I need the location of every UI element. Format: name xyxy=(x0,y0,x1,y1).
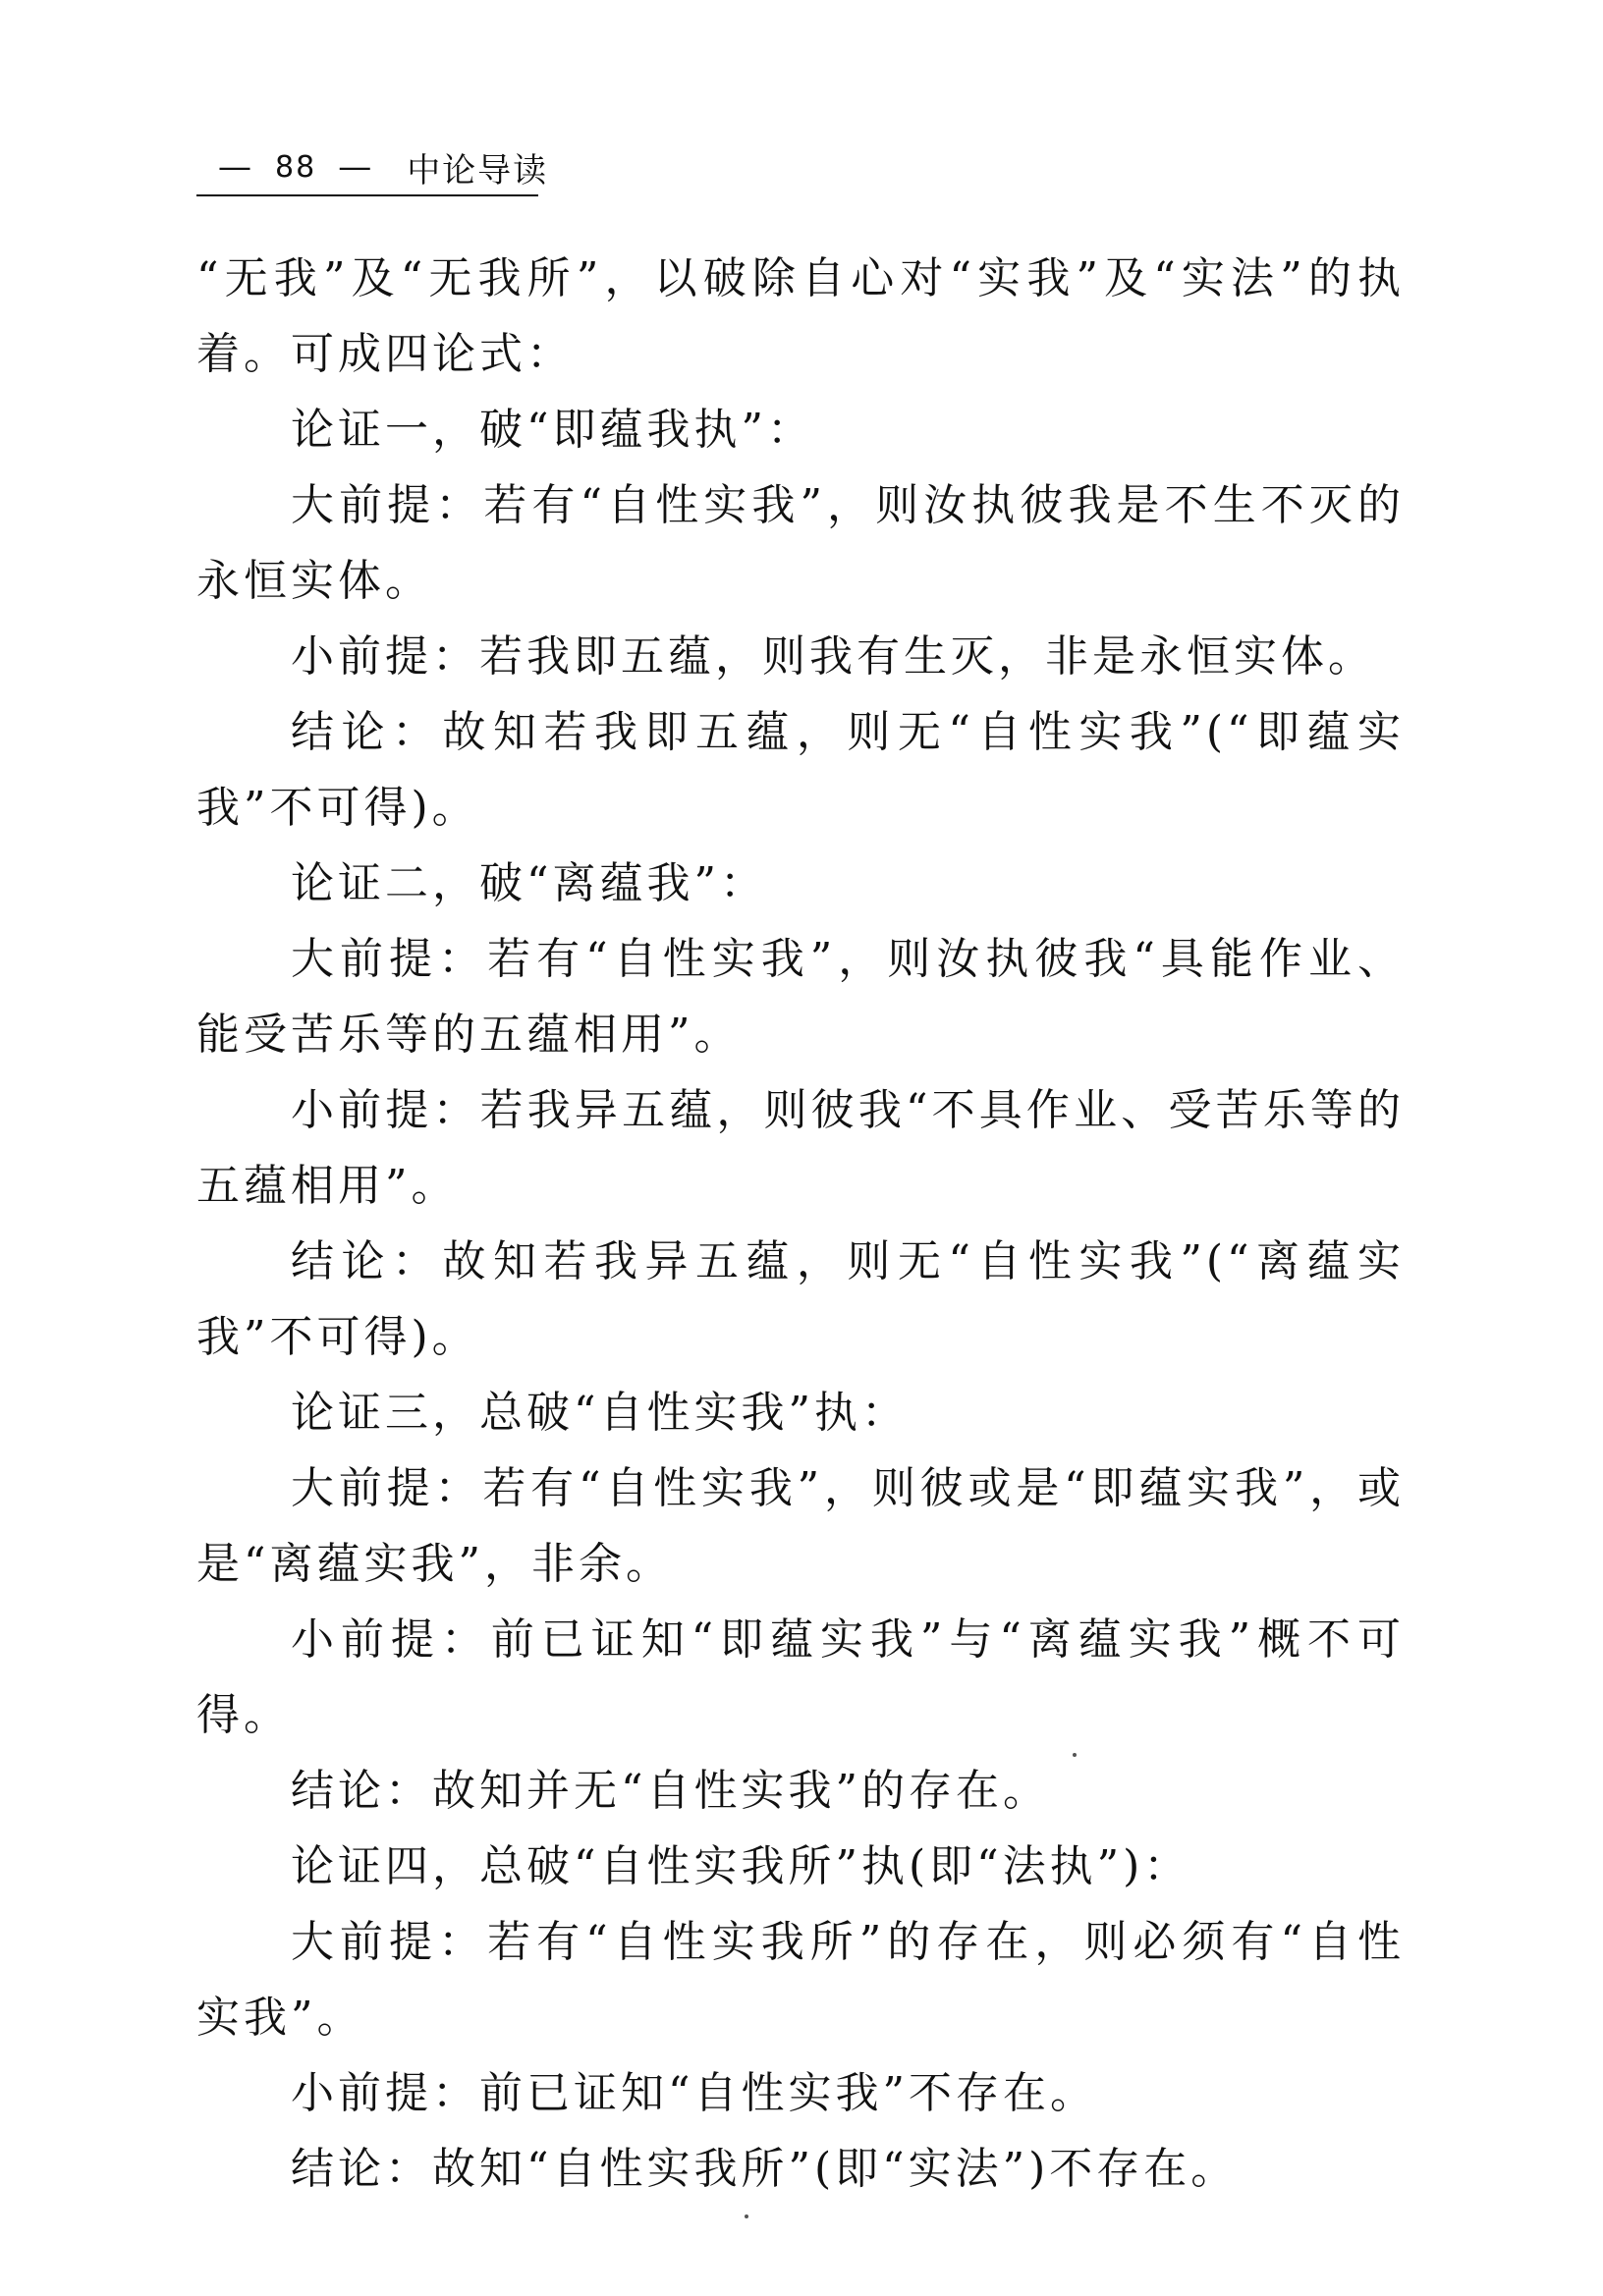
paragraph: 大前提：若有“自性实我”，则汝执彼我“具能作业、能受苦乐等的五蕴相用”。 xyxy=(196,934,1405,1060)
paragraph: 论证一，破“即蕴我执”： xyxy=(291,405,814,455)
paragraph: 结论：故知“自性实我所”(即“实法”)不存在。 xyxy=(291,2144,1239,2194)
page-number: 88 xyxy=(275,149,317,185)
paragraph: 大前提：若有“自性实我所”的存在，则必须有“自性实我”。 xyxy=(196,1917,1405,2043)
paragraph: 小前提：前已证知“自性实我”不存在。 xyxy=(291,2068,1097,2118)
paragraph: 小前提：若我异五蕴，则彼我“不具作业、受苦乐等的五蕴相用”。 xyxy=(196,1085,1405,1211)
paragraph: 论证四，总破“自性实我所”执(即“法执”)： xyxy=(291,1841,1191,1891)
header-dash-right: — xyxy=(338,147,374,187)
paragraph: 小前提：若我即五蕴，则我有生灭，非是永恒实体。 xyxy=(291,631,1375,682)
scan-speck xyxy=(1073,1753,1077,1757)
body-text xyxy=(196,241,1405,2207)
book-title: 中论导读 xyxy=(407,150,549,191)
paragraph: 论证二，破“离蕴我”： xyxy=(291,858,767,908)
paragraph: “无我”及“无我所”，以破除自心对“实我”及“实法”的执着。可成四论式： xyxy=(196,253,1405,379)
paragraph: 结论：故知若我即五蕴，则无“自性实我”(“即蕴实我”不可得)。 xyxy=(196,707,1405,833)
paragraph: 结论：故知并无“自性实我”的存在。 xyxy=(291,1766,1050,1816)
header-dash-left: — xyxy=(218,147,253,187)
paragraph: 论证三，总破“自性实我”执： xyxy=(291,1388,909,1438)
paragraph: 大前提：若有“自性实我”，则汝执彼我是不生不灭的永恒实体。 xyxy=(196,480,1405,606)
running-header xyxy=(196,142,548,191)
paragraph: 小前提：前已证知“即蕴实我”与“离蕴实我”概不可得。 xyxy=(196,1614,1405,1740)
paragraph: 结论：故知若我异五蕴，则无“自性实我”(“离蕴实我”不可得)。 xyxy=(196,1236,1405,1362)
paragraph: 大前提：若有“自性实我”，则彼或是“即蕴实我”，或是“离蕴实我”，非余。 xyxy=(196,1463,1405,1589)
header-rule xyxy=(196,194,538,196)
scan-speck xyxy=(745,2214,748,2218)
